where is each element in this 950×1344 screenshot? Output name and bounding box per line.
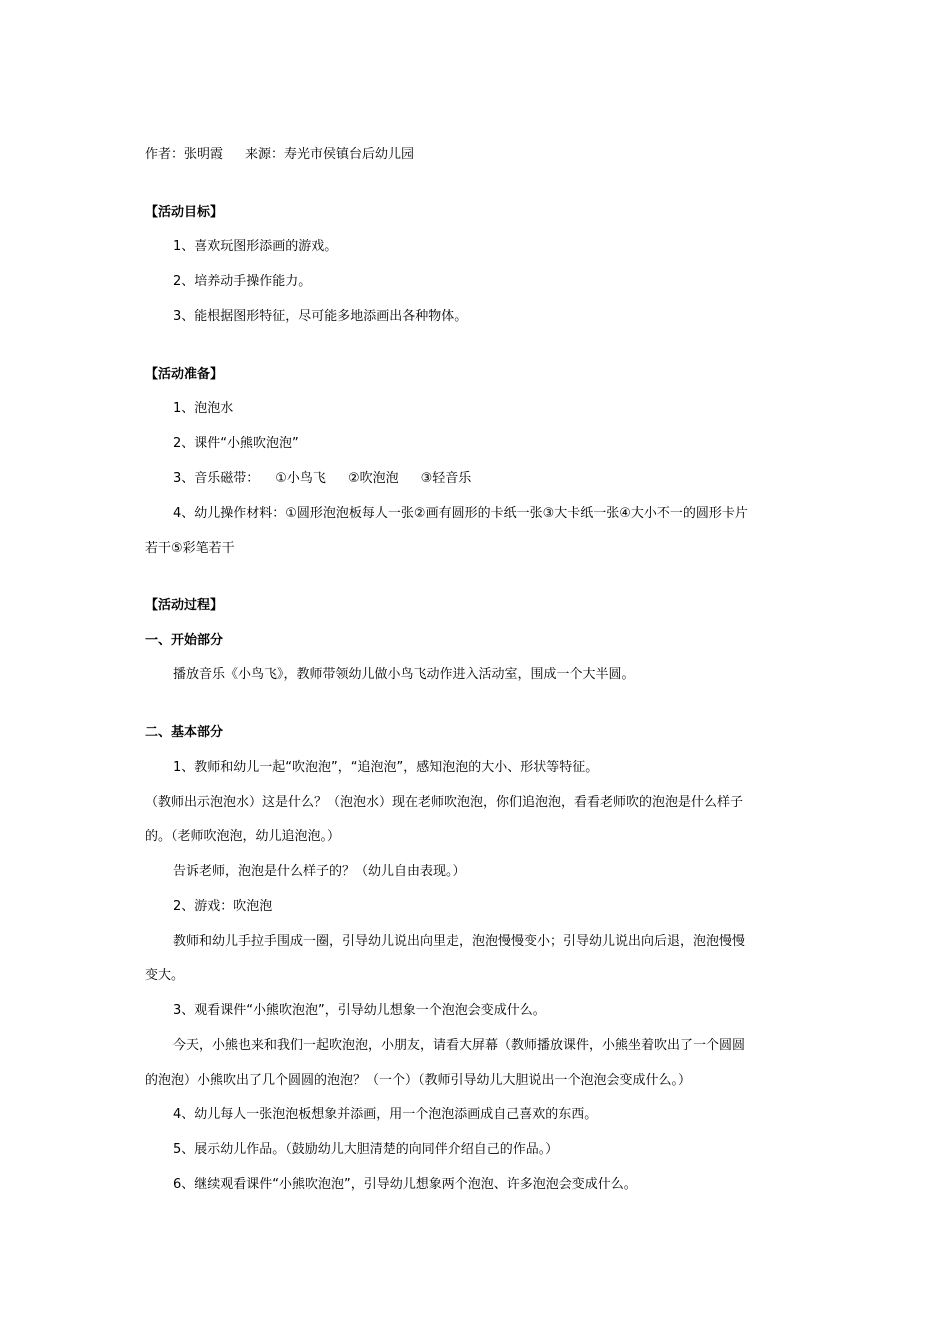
part2-line-10: 的泡泡）小熊吹出了几个圆圆的泡泡？（一个）（教师引导幼儿大胆说出一个泡泡会变成什么。） — [145, 1073, 692, 1088]
author-label: 作者：张明霞 — [145, 147, 224, 162]
part2-line-3: 的。（老师吹泡泡，幼儿追泡泡。） — [145, 829, 341, 844]
part2-line-7: 变大。 — [145, 968, 185, 983]
part2-line-11: 4、幼儿每人一张泡泡板想象并添画，用一个泡泡添画成自己喜欢的东西。 — [173, 1107, 598, 1122]
music-option-1: ①小鸟飞 — [275, 471, 326, 486]
part2-line-5: 2、游戏：吹泡泡 — [173, 899, 273, 914]
prep-item-1: 1、泡泡水 — [173, 401, 234, 416]
part2-line-1: 1、教师和幼儿一起“吹泡泡”，“追泡泡”，感知泡泡的大小、形状等特征。 — [173, 760, 599, 775]
part2-line-8: 3、观看课件“小熊吹泡泡”，引导幼儿想象一个泡泡会变成什么。 — [173, 1003, 546, 1018]
goals-heading: 【活动目标】 — [145, 205, 224, 220]
prep-item-4-line-2: 若干⑤彩笔若干 — [145, 541, 235, 556]
part2-line-2: （教师出示泡泡水）这是什么？（泡泡水）现在老师吹泡泡，你们追泡泡，看看老师吹的泡泡是什么样子 — [145, 795, 744, 810]
author-source-line — [145, 145, 414, 165]
goal-item-3: 3、能根据图形特征，尽可能多地添画出各种物体。 — [173, 309, 468, 324]
prep-item-4-line-1: 4、幼儿操作材料：①圆形泡泡板每人一张②画有圆形的卡纸一张③大卡纸一张④大小不一的圆形卡片 — [173, 506, 748, 521]
part2-line-4: 告诉老师，泡泡是什么样子的？（幼儿自由表现。） — [173, 864, 466, 879]
music-option-3: ③轻音乐 — [420, 471, 472, 486]
part1-heading: 一、开始部分 — [145, 633, 224, 648]
prep-item-3 — [173, 469, 471, 489]
prep-item-2: 2、课件“小熊吹泡泡” — [173, 436, 299, 451]
music-option-2: ②吹泡泡 — [347, 471, 399, 486]
part2-line-6: 教师和幼儿手拉手围成一圈，引导幼儿说出向里走，泡泡慢慢变小；引导幼儿说出向后退，泡泡慢慢 — [173, 934, 746, 949]
part1-text: 播放音乐《小鸟飞》，教师带领幼儿做小鸟飞动作进入活动室，围成一个大半圆。 — [173, 667, 635, 682]
process-heading: 【活动过程】 — [145, 598, 224, 613]
prep-item-3-label: 3、音乐磁带： — [173, 471, 260, 486]
part2-heading: 二、基本部分 — [145, 725, 224, 740]
goal-item-1: 1、喜欢玩图形添画的游戏。 — [173, 239, 338, 254]
part2-line-12: 5、展示幼儿作品。（鼓励幼儿大胆清楚的向同伴介绍自己的作品。） — [173, 1142, 559, 1157]
prep-heading: 【活动准备】 — [145, 367, 224, 382]
source-label: 来源：寿光市侯镇台后幼儿园 — [245, 147, 415, 162]
part2-line-13: 6、继续观看课件“小熊吹泡泡”，引导幼儿想象两个泡泡、许多泡泡会变成什么。 — [173, 1177, 637, 1192]
part2-line-9: 今天，小熊也来和我们一起吹泡泡，小朋友，请看大屏幕（教师播放课件，小熊坐着吹出了一个圆圆 — [173, 1038, 746, 1053]
goal-item-2: 2、培养动手操作能力。 — [173, 274, 312, 289]
